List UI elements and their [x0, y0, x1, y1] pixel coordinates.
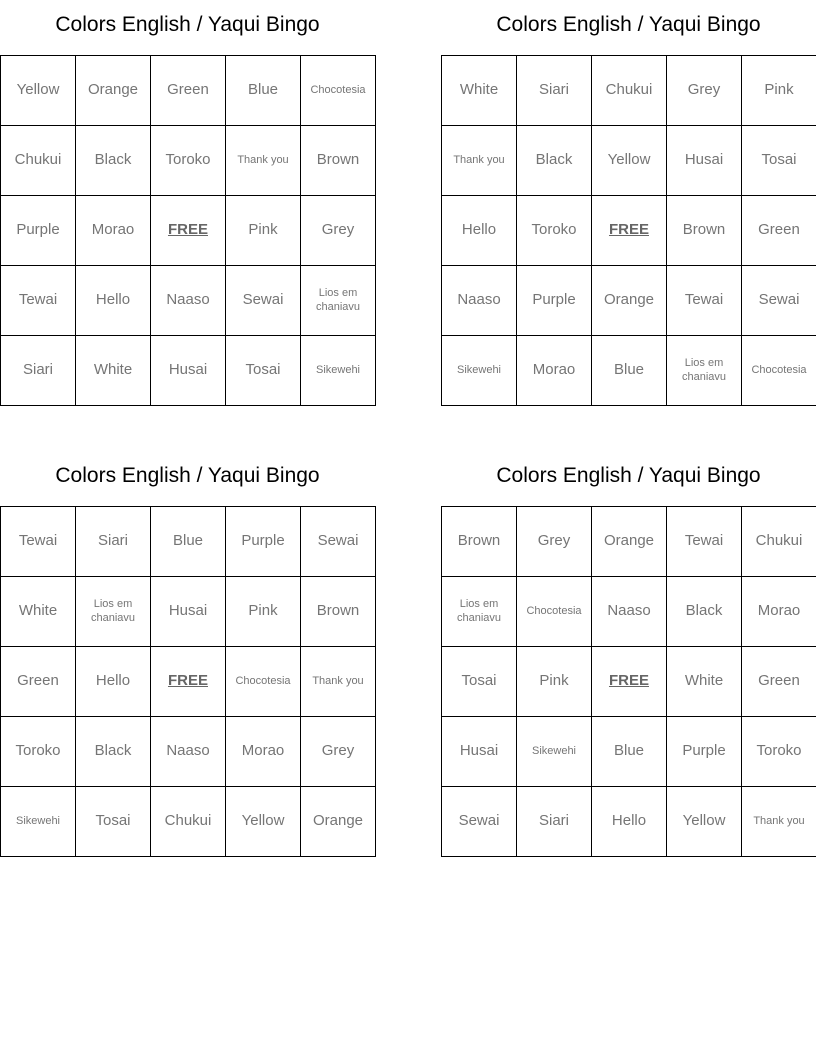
cell-label: Toroko	[15, 742, 61, 760]
cell-label: Green	[758, 221, 800, 239]
card-title: Colors English / Yaqui Bingo	[496, 13, 761, 36]
bingo-cell	[76, 126, 151, 196]
bingo-cell	[151, 266, 226, 336]
cell-label: Purple	[532, 291, 576, 309]
bingo-cell	[1, 196, 76, 266]
bingo-cell	[226, 266, 301, 336]
bingo-row	[1, 507, 376, 577]
cell-label: Siari	[97, 532, 128, 550]
cell-label: Husai	[168, 602, 208, 620]
bingo-row	[1, 717, 376, 787]
bingo-cell	[442, 507, 517, 577]
cell-label: Pink	[539, 672, 569, 690]
bingo-row	[442, 336, 816, 406]
bingo-row	[1, 126, 376, 196]
bingo-grid	[441, 55, 816, 406]
cell-label: Orange	[312, 812, 364, 830]
cell-label: White	[18, 602, 58, 620]
bingo-cell	[592, 787, 667, 857]
bingo-row	[1, 647, 376, 717]
bingo-cell	[76, 717, 151, 787]
bingo-row	[442, 126, 816, 196]
bingo-grid	[0, 55, 376, 406]
bingo-cell	[517, 196, 592, 266]
bingo-cell	[667, 647, 742, 717]
cell-label: Lios em chaniavu	[90, 597, 136, 624]
card-title: Colors English / Yaqui Bingo	[55, 13, 320, 36]
cell-label: Brown	[316, 602, 360, 620]
cell-label: Blue	[613, 742, 645, 760]
bingo-cell	[151, 507, 226, 577]
cell-label: Green	[17, 672, 59, 690]
bingo-cell	[667, 336, 742, 406]
cell-label: Chukui	[164, 812, 212, 830]
cell-label: Grey	[687, 81, 721, 99]
bingo-cell	[226, 647, 301, 717]
bingo-grid	[441, 506, 816, 857]
cell-label: Pink	[764, 81, 794, 99]
bingo-cell	[742, 336, 816, 406]
bingo-cell	[1, 336, 76, 406]
bingo-cell	[517, 717, 592, 787]
bingo-cell	[442, 787, 517, 857]
cell-label: Brown	[316, 151, 360, 169]
bingo-cell	[226, 577, 301, 647]
bingo-cell	[442, 577, 517, 647]
free-cell	[151, 647, 226, 717]
cell-label: Black	[94, 151, 132, 169]
bingo-cell	[667, 717, 742, 787]
cell-label: Blue	[247, 81, 279, 99]
cell-label: Hello	[461, 221, 497, 239]
bingo-cell	[667, 507, 742, 577]
bingo-cell	[76, 56, 151, 126]
bingo-cell	[151, 787, 226, 857]
cell-label: Naaso	[607, 602, 651, 620]
cell-label: Chocotesia	[751, 363, 807, 376]
bingo-cell	[442, 56, 517, 126]
bingo-cell	[667, 577, 742, 647]
cell-label: Grey	[537, 532, 571, 550]
bingo-cell	[76, 266, 151, 336]
bingo-cell	[517, 647, 592, 717]
cell-label: Tewai	[684, 291, 724, 309]
cell-label: Husai	[684, 151, 724, 169]
free-cell	[592, 196, 667, 266]
bingo-cell	[667, 196, 742, 266]
cell-label: Toroko	[165, 151, 211, 169]
bingo-cell	[592, 336, 667, 406]
card-title: Colors English / Yaqui Bingo	[55, 464, 320, 487]
cell-label: Sewai	[758, 291, 800, 309]
bingo-cell	[442, 336, 517, 406]
cell-label: Orange	[603, 532, 655, 550]
cell-label: Tosai	[95, 812, 131, 830]
bingo-cell	[301, 787, 376, 857]
cell-label: Chocotesia	[310, 83, 366, 96]
cell-label: Hello	[95, 672, 131, 690]
cell-label: Hello	[95, 291, 131, 309]
bingo-cell	[151, 126, 226, 196]
bingo-cell	[442, 266, 517, 336]
cell-label: Yellow	[241, 812, 285, 830]
cell-label: Yellow	[16, 81, 60, 99]
cell-label: Tewai	[684, 532, 724, 550]
bingo-cell	[301, 196, 376, 266]
bingo-cell	[592, 577, 667, 647]
bingo-cell	[592, 126, 667, 196]
bingo-cell	[226, 717, 301, 787]
cell-label: White	[93, 361, 133, 379]
bingo-cell	[301, 577, 376, 647]
cell-label: Siari	[538, 81, 569, 99]
cell-label: Purple	[241, 532, 285, 550]
cell-label: Sikewehi	[315, 363, 361, 376]
bingo-cell	[742, 507, 816, 577]
cell-label: Chukui	[755, 532, 803, 550]
cell-label: Purple	[682, 742, 726, 760]
bingo-cell	[742, 577, 816, 647]
bingo-cell	[76, 787, 151, 857]
bingo-row	[1, 196, 376, 266]
bingo-cell	[226, 196, 301, 266]
bingo-cell	[667, 126, 742, 196]
cell-label: Yellow	[607, 151, 651, 169]
bingo-cell	[742, 787, 816, 857]
cell-label: Tosai	[461, 672, 497, 690]
bingo-cell	[151, 56, 226, 126]
bingo-cell	[742, 717, 816, 787]
bingo-cell	[592, 507, 667, 577]
bingo-row	[442, 717, 816, 787]
bingo-cell	[742, 647, 816, 717]
cell-label: Toroko	[531, 221, 577, 239]
cell-label: Naaso	[166, 742, 210, 760]
cell-label: Sikewehi	[15, 814, 61, 827]
bingo-cell	[151, 336, 226, 406]
cell-label: FREE	[608, 672, 649, 690]
bingo-cell	[667, 787, 742, 857]
bingo-cell	[517, 336, 592, 406]
bingo-cell	[592, 56, 667, 126]
cell-label: Tewai	[18, 532, 58, 550]
cell-label: Sikewehi	[531, 744, 577, 757]
bingo-cell	[742, 126, 816, 196]
cell-label: Sewai	[242, 291, 284, 309]
bingo-row	[1, 266, 376, 336]
cell-label: Brown	[457, 532, 501, 550]
bingo-cell	[1, 126, 76, 196]
bingo-cell	[592, 717, 667, 787]
cell-label: Chocotesia	[526, 604, 582, 617]
bingo-cell	[742, 196, 816, 266]
cell-label: Morao	[532, 361, 576, 379]
bingo-cell	[742, 266, 816, 336]
bingo-cell	[442, 717, 517, 787]
bingo-cell	[151, 577, 226, 647]
bingo-cell	[592, 266, 667, 336]
bingo-row	[442, 647, 816, 717]
bingo-cell	[76, 507, 151, 577]
cell-label: White	[459, 81, 499, 99]
bingo-cell	[1, 647, 76, 717]
bingo-cell	[517, 507, 592, 577]
cell-label: Morao	[241, 742, 285, 760]
cell-label: Naaso	[166, 291, 210, 309]
bingo-row	[1, 336, 376, 406]
cell-label: Brown	[682, 221, 726, 239]
cell-label: Thank you	[453, 153, 505, 166]
bingo-cell	[226, 126, 301, 196]
cell-label: FREE	[608, 221, 649, 239]
bingo-cell	[226, 336, 301, 406]
cell-label: Black	[535, 151, 573, 169]
cell-label: Thank you	[312, 674, 364, 687]
bingo-cell	[76, 577, 151, 647]
bingo-cell	[1, 507, 76, 577]
bingo-cell	[301, 266, 376, 336]
bingo-cell	[1, 577, 76, 647]
cell-label: Naaso	[457, 291, 501, 309]
cell-label: Thank you	[753, 814, 805, 827]
cell-label: Morao	[91, 221, 135, 239]
bingo-cell	[517, 126, 592, 196]
bingo-cell	[226, 507, 301, 577]
cell-label: Toroko	[756, 742, 802, 760]
bingo-cell	[76, 196, 151, 266]
bingo-cell	[76, 647, 151, 717]
cell-label: Grey	[321, 221, 355, 239]
bingo-cell	[226, 787, 301, 857]
bingo-row	[442, 507, 816, 577]
bingo-card-top-left	[0, 0, 375, 406]
cell-label: Husai	[168, 361, 208, 379]
bingo-row	[1, 577, 376, 647]
bingo-cell	[667, 266, 742, 336]
cell-label: FREE	[167, 672, 208, 690]
free-cell	[151, 196, 226, 266]
cell-label: Tosai	[761, 151, 797, 169]
cell-label: Morao	[757, 602, 801, 620]
bingo-cell	[667, 56, 742, 126]
bingo-row	[442, 56, 816, 126]
card-title: Colors English / Yaqui Bingo	[496, 464, 761, 487]
cell-label: Siari	[538, 812, 569, 830]
cell-label: Lios em chaniavu	[315, 286, 361, 313]
bingo-cell	[442, 196, 517, 266]
bingo-cell	[1, 787, 76, 857]
bingo-row	[442, 196, 816, 266]
bingo-cell	[442, 126, 517, 196]
cell-label: Blue	[613, 361, 645, 379]
bingo-cell	[1, 717, 76, 787]
cell-label: Grey	[321, 742, 355, 760]
cell-label: Sikewehi	[456, 363, 502, 376]
bingo-cell	[517, 56, 592, 126]
cell-label: Orange	[603, 291, 655, 309]
cell-label: Hello	[611, 812, 647, 830]
bingo-row	[442, 266, 816, 336]
bingo-cell	[517, 577, 592, 647]
bingo-cell	[76, 336, 151, 406]
cell-label: Chocotesia	[235, 674, 291, 687]
cell-label: Lios em chaniavu	[681, 356, 727, 383]
cell-label: Orange	[87, 81, 139, 99]
cell-label: Green	[758, 672, 800, 690]
bingo-row	[1, 56, 376, 126]
cell-label: White	[684, 672, 724, 690]
bingo-cell	[1, 56, 76, 126]
bingo-cell	[1, 266, 76, 336]
bingo-cell	[151, 717, 226, 787]
cell-label: Tewai	[18, 291, 58, 309]
cell-label: Black	[685, 602, 723, 620]
cell-label: FREE	[167, 221, 208, 239]
cell-label: Chukui	[605, 81, 653, 99]
cell-label: Siari	[22, 361, 53, 379]
cell-label: Sewai	[458, 812, 500, 830]
cell-label: Black	[94, 742, 132, 760]
cell-label: Blue	[172, 532, 204, 550]
cell-label: Sewai	[317, 532, 359, 550]
bingo-cell	[742, 56, 816, 126]
cell-label: Thank you	[237, 153, 289, 166]
cell-label: Pink	[248, 602, 278, 620]
bingo-cell	[301, 56, 376, 126]
bingo-cell	[226, 56, 301, 126]
bingo-row	[442, 787, 816, 857]
bingo-row	[442, 577, 816, 647]
bingo-cell	[301, 647, 376, 717]
bingo-cell	[442, 647, 517, 717]
cell-label: Purple	[16, 221, 60, 239]
bingo-cell	[517, 266, 592, 336]
free-cell	[592, 647, 667, 717]
bingo-cell	[301, 336, 376, 406]
cell-label: Tosai	[245, 361, 281, 379]
cell-label: Yellow	[682, 812, 726, 830]
bingo-cell	[301, 717, 376, 787]
cell-label: Husai	[459, 742, 499, 760]
bingo-grid	[0, 506, 376, 857]
bingo-cell	[301, 507, 376, 577]
bingo-cell	[301, 126, 376, 196]
cell-label: Pink	[248, 221, 278, 239]
bingo-card-top-right	[441, 0, 816, 406]
cell-label: Green	[167, 81, 209, 99]
bingo-cell	[517, 787, 592, 857]
bingo-card-bottom-right	[441, 451, 816, 857]
bingo-row	[1, 787, 376, 857]
cell-label: Lios em chaniavu	[456, 597, 502, 624]
bingo-card-bottom-left	[0, 451, 375, 857]
cell-label: Chukui	[14, 151, 62, 169]
